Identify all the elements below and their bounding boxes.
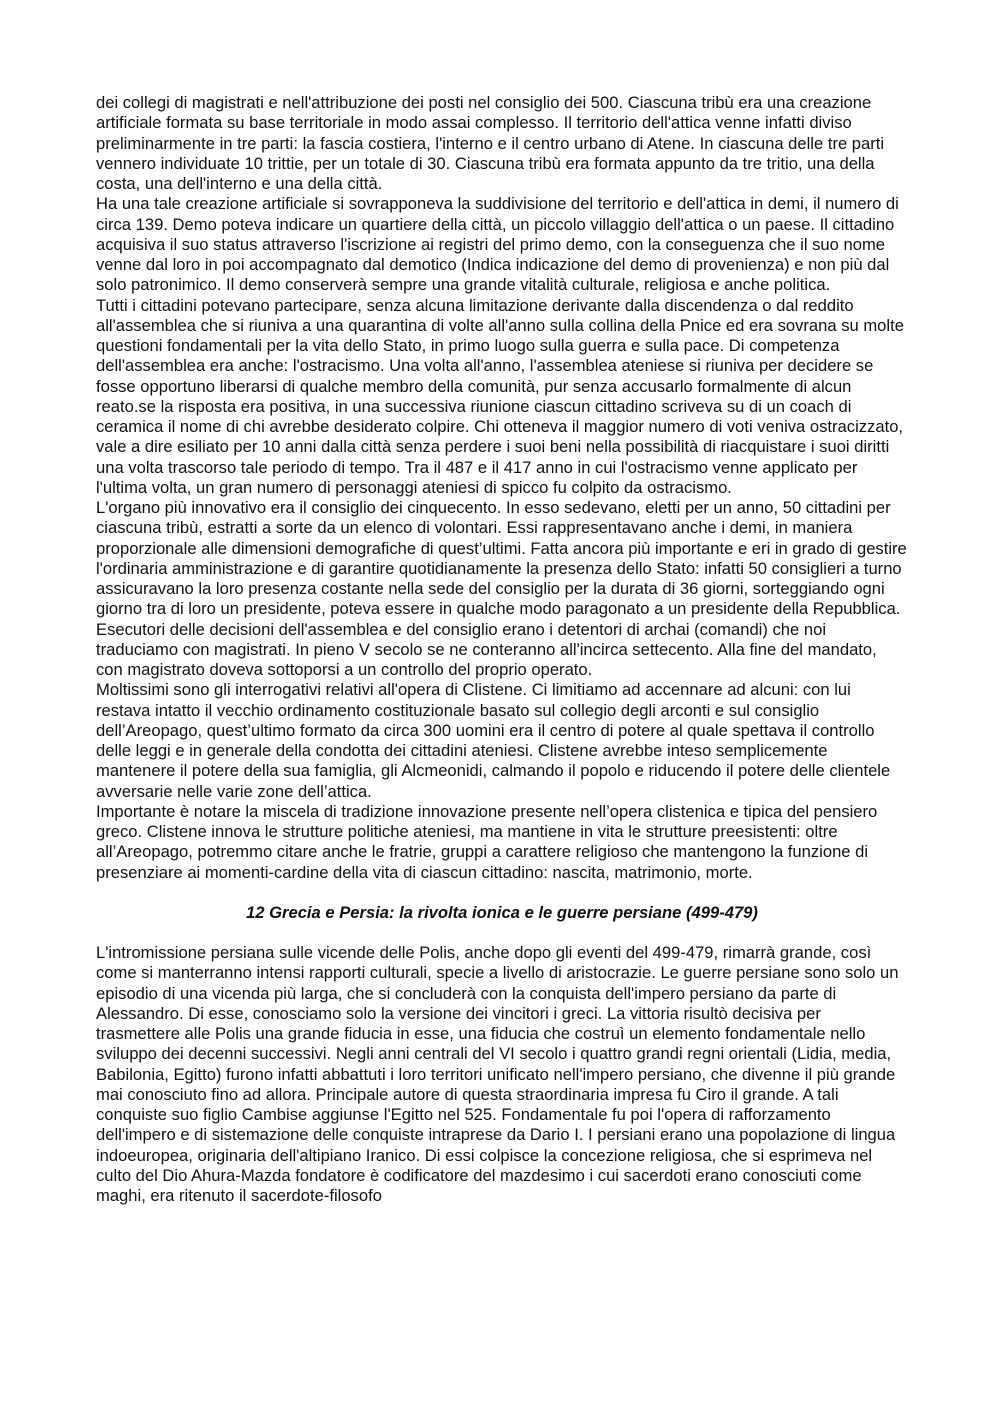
paragraph: Ha una tale creazione artificiale si sovrapponeva la suddivisione del territorio e dell'attica in demi, il numero di circa 139. Demo poteva indicare un quartiere della città, un piccolo villaggio dell'attica o un paese. Il cittadino acquisiva il suo status attraverso l'iscrizione ai registri del primo demo, con la conseguenza che il suo nome venne dal loro in poi accompagnato dal demotico (Indica indicazione del demo di provenienza) e non più dal solo patronimico. Il demo conserverà sempre una grande vitalità culturale, religiosa e anche politica.	[96, 194, 899, 295]
paragraph: L'organo più innovativo era il consiglio dei cinquecento. In esso sedevano, eletti per un anno, 50 cittadini per ciascuna tribù, estratti a sorte da un elenco di volontari. Essi rappresentavano anche i demi, in maniera proporzionale alle dimensioni demografiche di quest’ultimi. Fatta ancora più importante e eri in grado di gestire l'ordinaria amministrazione e di garantire quotidianamente la presenza dello Stato: infatti 50 consiglieri a turno assicuravano la loro presenza costante nella sede del consiglio per la durata di 36 giorni, sorteggiando ogni giorno tra di loro un presidente, poteva essere in qualche modo paragonato a un presidente della Repubblica.	[96, 498, 907, 619]
paragraph: Importante è notare la miscela di tradizione innovazione presente nell’opera clistenica e tipica del pensiero greco. Clistene innova le strutture politiche ateniesi, ma mantiene in vita le strutture preesistenti: oltre all’Areopago, potremmo citare anche le fratrie, gruppi a carattere religioso che mantengono la funzione di presenziare ai momenti-cardine della vita di ciascun cittadino: nascita, matrimonio, morte.	[96, 801, 878, 882]
paragraph: L'intromissione persiana sulle vicende delle Polis, anche dopo gli eventi del 499-479, rimarrà grande, così come si manterranno intensi rapporti culturali, specie a livello di aristocrazie. Le guerre persiane sono solo un episodio di una vicenda più larga, che si concluderà con la conquista dell'impero persiano da parte di Alessandro. Di esse, conosciamo solo la versione dei vincitori i greci. La vittoria risultò decisiva per trasmettere alle Polis una grande fiducia in esse, una fiducia che costruì un elemento fondamentale nello sviluppo dei decenni successivi. Negli anni centrali del VI secolo i quattro grandi regni orientali (Lidia, media, Babilonia, Egitto) furono infatti abbattuti i loro territori unificato nell'impero persiano, che divenne il più grande mai conosciuto fino ad allora. Principale autore di questa straordinaria impresa fu Ciro il grande. A tali conquiste suo figlio Cambise aggiunse l'Egitto nel 525. Fondamentale fu poi l'opera di rafforzamento dell'impero e di sistemazione delle conquiste intraprese da Dario I. I persiani erano una popolazione di lingua indoeuropea, originaria dell'altipiano Iranico. Di essi colpisce la concezione religiosa, che si esprimeva nel culto del Dio Ahura-Mazda fondatore è codificatore del mazdesimo i cui sacerdoti erano conosciuti come maghi, era ritenuto il sacerdote-filosofo	[96, 943, 899, 1205]
paragraph: Esecutori delle decisioni dell'assemblea e del consiglio erano i detentori di archai (comandi) che noi traduciamo con magistrati. In pieno V secolo se ne conteranno all'incirca settecento. Alla fine del mandato, con magistrato doveva sottoporsi a un controllo del proprio operato.	[96, 619, 877, 679]
document-page	[96, 93, 908, 1206]
paragraph: dei collegi di magistrati e nell'attribuzione dei posti nel consiglio dei 500. Ciascuna tribù era una creazione artificiale formata su base territoriale in modo assai complesso. Il territorio dell'attica venne infatti diviso preliminarmente in tre parti: la fascia costiera, l'interno e il centro urbano di Atene. In ciascuna delle tre parti vennero individuate 10 trittie, per un totale di 30. Ciascuna tribù era formata appunto da tre tritio, una della costa, una dell'interno e una della città.	[96, 93, 885, 193]
paragraph: Tutti i cittadini potevano partecipare, senza alcuna limitazione derivante dalla discendenza o dal reddito all'assemblea che si riuniva a una quarantina di volte all'anno sulla collina della Pnice ed era sovrana su molte questioni fondamentali per la vita dello Stato, in primo luogo sulla guerra e sulla pace. Di competenza dell'assemblea era anche: l'ostracismo. Una volta all'anno, l'assemblea ateniese si riuniva per decidere se fosse opportuno liberarsi di qualche membro della comunità, pur senza accusarlo formalmente di alcun reato.se la risposta era positiva, in una successiva riunione ciascun cittadino scriveva su di un coach di ceramica il nome di chi avrebbe desiderato colpire. Chi otteneva il maggior numero di voti veniva ostracizzato, vale a dire esiliato per 10 anni dalla città senza perdere i suoi beni nella possibilità di riacquistare i suoi diritti una volta trascorso tale periodo di tempo. Tra il 487 e il 417 anno in cui l'ostracismo venne applicato per l'ultima volta, un gran numero di personaggi ateniesi di spicco fu colpito da ostracismo.	[96, 295, 904, 497]
paragraph: Moltissimi sono gli interrogativi relativi all'opera di Clistene. Ci limitiamo ad accennare ad alcuni: con lui restava intatto il vecchio ordinamento costituzionale basato sul collegio degli arconti e sul consiglio dell’Areopago, quest’ultimo formato da circa 300 uomini era il centro di potere al quale spettava il controllo delle leggi e in generale della condotta dei cittadini ateniesi. Clistene avrebbe inteso semplicemente mantenere il potere della sua famiglia, gli Alcmeonidi, calmando il popolo e riducendo il potere delle clientele avversarie nelle varie zone dell’attica.	[96, 680, 891, 801]
section-heading: 12 Grecia e Persia: la rivolta ionica e le guerre persiane (499-479)	[246, 902, 758, 922]
